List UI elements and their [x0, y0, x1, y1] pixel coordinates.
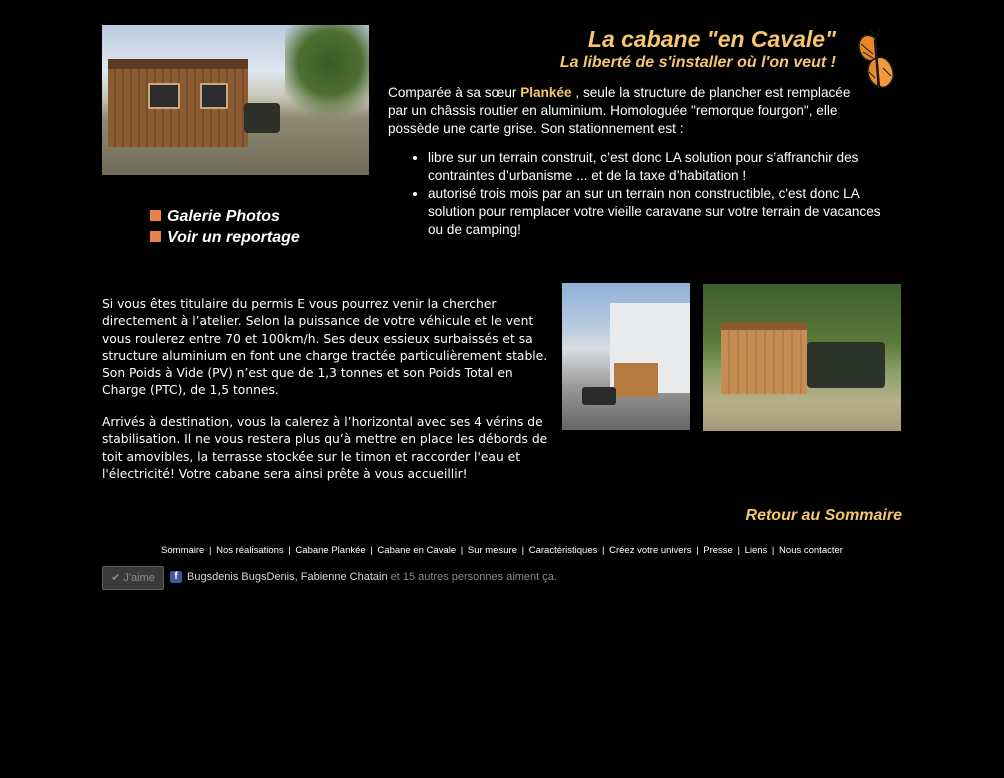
footer-link-sur-mesure[interactable]: Sur mesure — [467, 545, 517, 556]
page-title: La cabane "en Cavale" — [587, 26, 836, 52]
liker-names[interactable]: Bugsdenis BugsDenis, Fabienne Chatain — [187, 571, 388, 583]
footer-link-presse[interactable]: Presse — [703, 545, 733, 556]
intro-text: Comparée à sa sœur Plankée , seule la structure de plancher est remplacée par un châssis routier en aluminium. Homologuée "remorque fourgon", elle possède une carte grise. Son stationnement est : — [388, 85, 851, 136]
report-link[interactable]: Voir un reportage — [150, 229, 300, 247]
list-item: • libre sur un terrain construit, c’est donc LA solution pour s’affranchir des contraintes d’urbanisme ... et de la taxe d’habitation ! — [428, 149, 896, 185]
parking-conditions-list — [412, 149, 896, 239]
footer-nav: Sommaire | Nos réalisations | Cabane Plankée | Cabane en Cavale | Sur mesure | Caractéristiques | Créez votre univers | Presse | Liens | Nous contacter — [161, 545, 843, 556]
page-subtitle: La liberté de s'installer où l'on veut ! — [559, 54, 836, 71]
footer-link-realisations[interactable]: Nos réalisations — [216, 545, 284, 556]
square-bullet-icon — [150, 231, 161, 242]
gallery-link[interactable]: Galerie Photos — [150, 208, 280, 226]
square-bullet-icon — [150, 210, 161, 221]
installation-paragraph: Arrivés à destination, vous la calerez à l’horizontal avec ses 4 vérins de stabilisation. Il ne vous restera plus qu’à mettre en place les débords de toit amovibles, la terrasse stockée sur le timon et raccorder l'eau et l'électricité! Votre cabane sera ainsi prête à vous accueillir! — [102, 415, 548, 481]
footer-link-contact[interactable]: Nous contacter — [779, 545, 843, 556]
campsite-photo — [703, 284, 901, 431]
plankee-highlight: Plankée — [520, 85, 572, 100]
footer-link-cabane-plankee[interactable]: Cabane Plankée — [295, 545, 366, 556]
like-button[interactable]: ✔ J'aime — [102, 566, 164, 590]
tiny-house-photo — [102, 25, 369, 175]
list-item: • autorisé trois mois par an sur un terrain non constructible, c'est donc LA solution pour remplacer votre vieille caravane sur votre terrain de vacances ou de camping! — [428, 185, 896, 239]
footer-link-liens[interactable]: Liens — [744, 545, 768, 556]
ferry-photo — [562, 283, 690, 430]
return-to-summary-link[interactable]: Retour au Sommaire — [745, 507, 902, 524]
facebook-icon: f — [170, 571, 182, 583]
towing-paragraph: Si vous êtes titulaire du permis E vous pourrez venir la chercher directement à l’atelier. Selon la puissance de votre véhicule et le vent vous roulerez entre 70 et 100km/h. Ses deux essieux surbaissés et sa structure aluminium en font une charge tractée particulièrement stable. Son Poids à Vide (PV) n’est que de 1,3 tonnes et son Poids Total en Charge (PTC), de 1,5 tonnes. — [102, 297, 548, 398]
footer-link-univers[interactable]: Créez votre univers — [609, 545, 692, 556]
footer-link-cabane-cavale[interactable]: Cabane en Cavale — [377, 545, 457, 556]
like-summary: Bugsdenis BugsDenis, Fabienne Chatain et 15 autres personnes aiment ça. — [187, 571, 557, 583]
footer-link-sommaire[interactable]: Sommaire — [161, 545, 205, 556]
footer-link-caracteristiques[interactable]: Caractéristiques — [528, 545, 598, 556]
